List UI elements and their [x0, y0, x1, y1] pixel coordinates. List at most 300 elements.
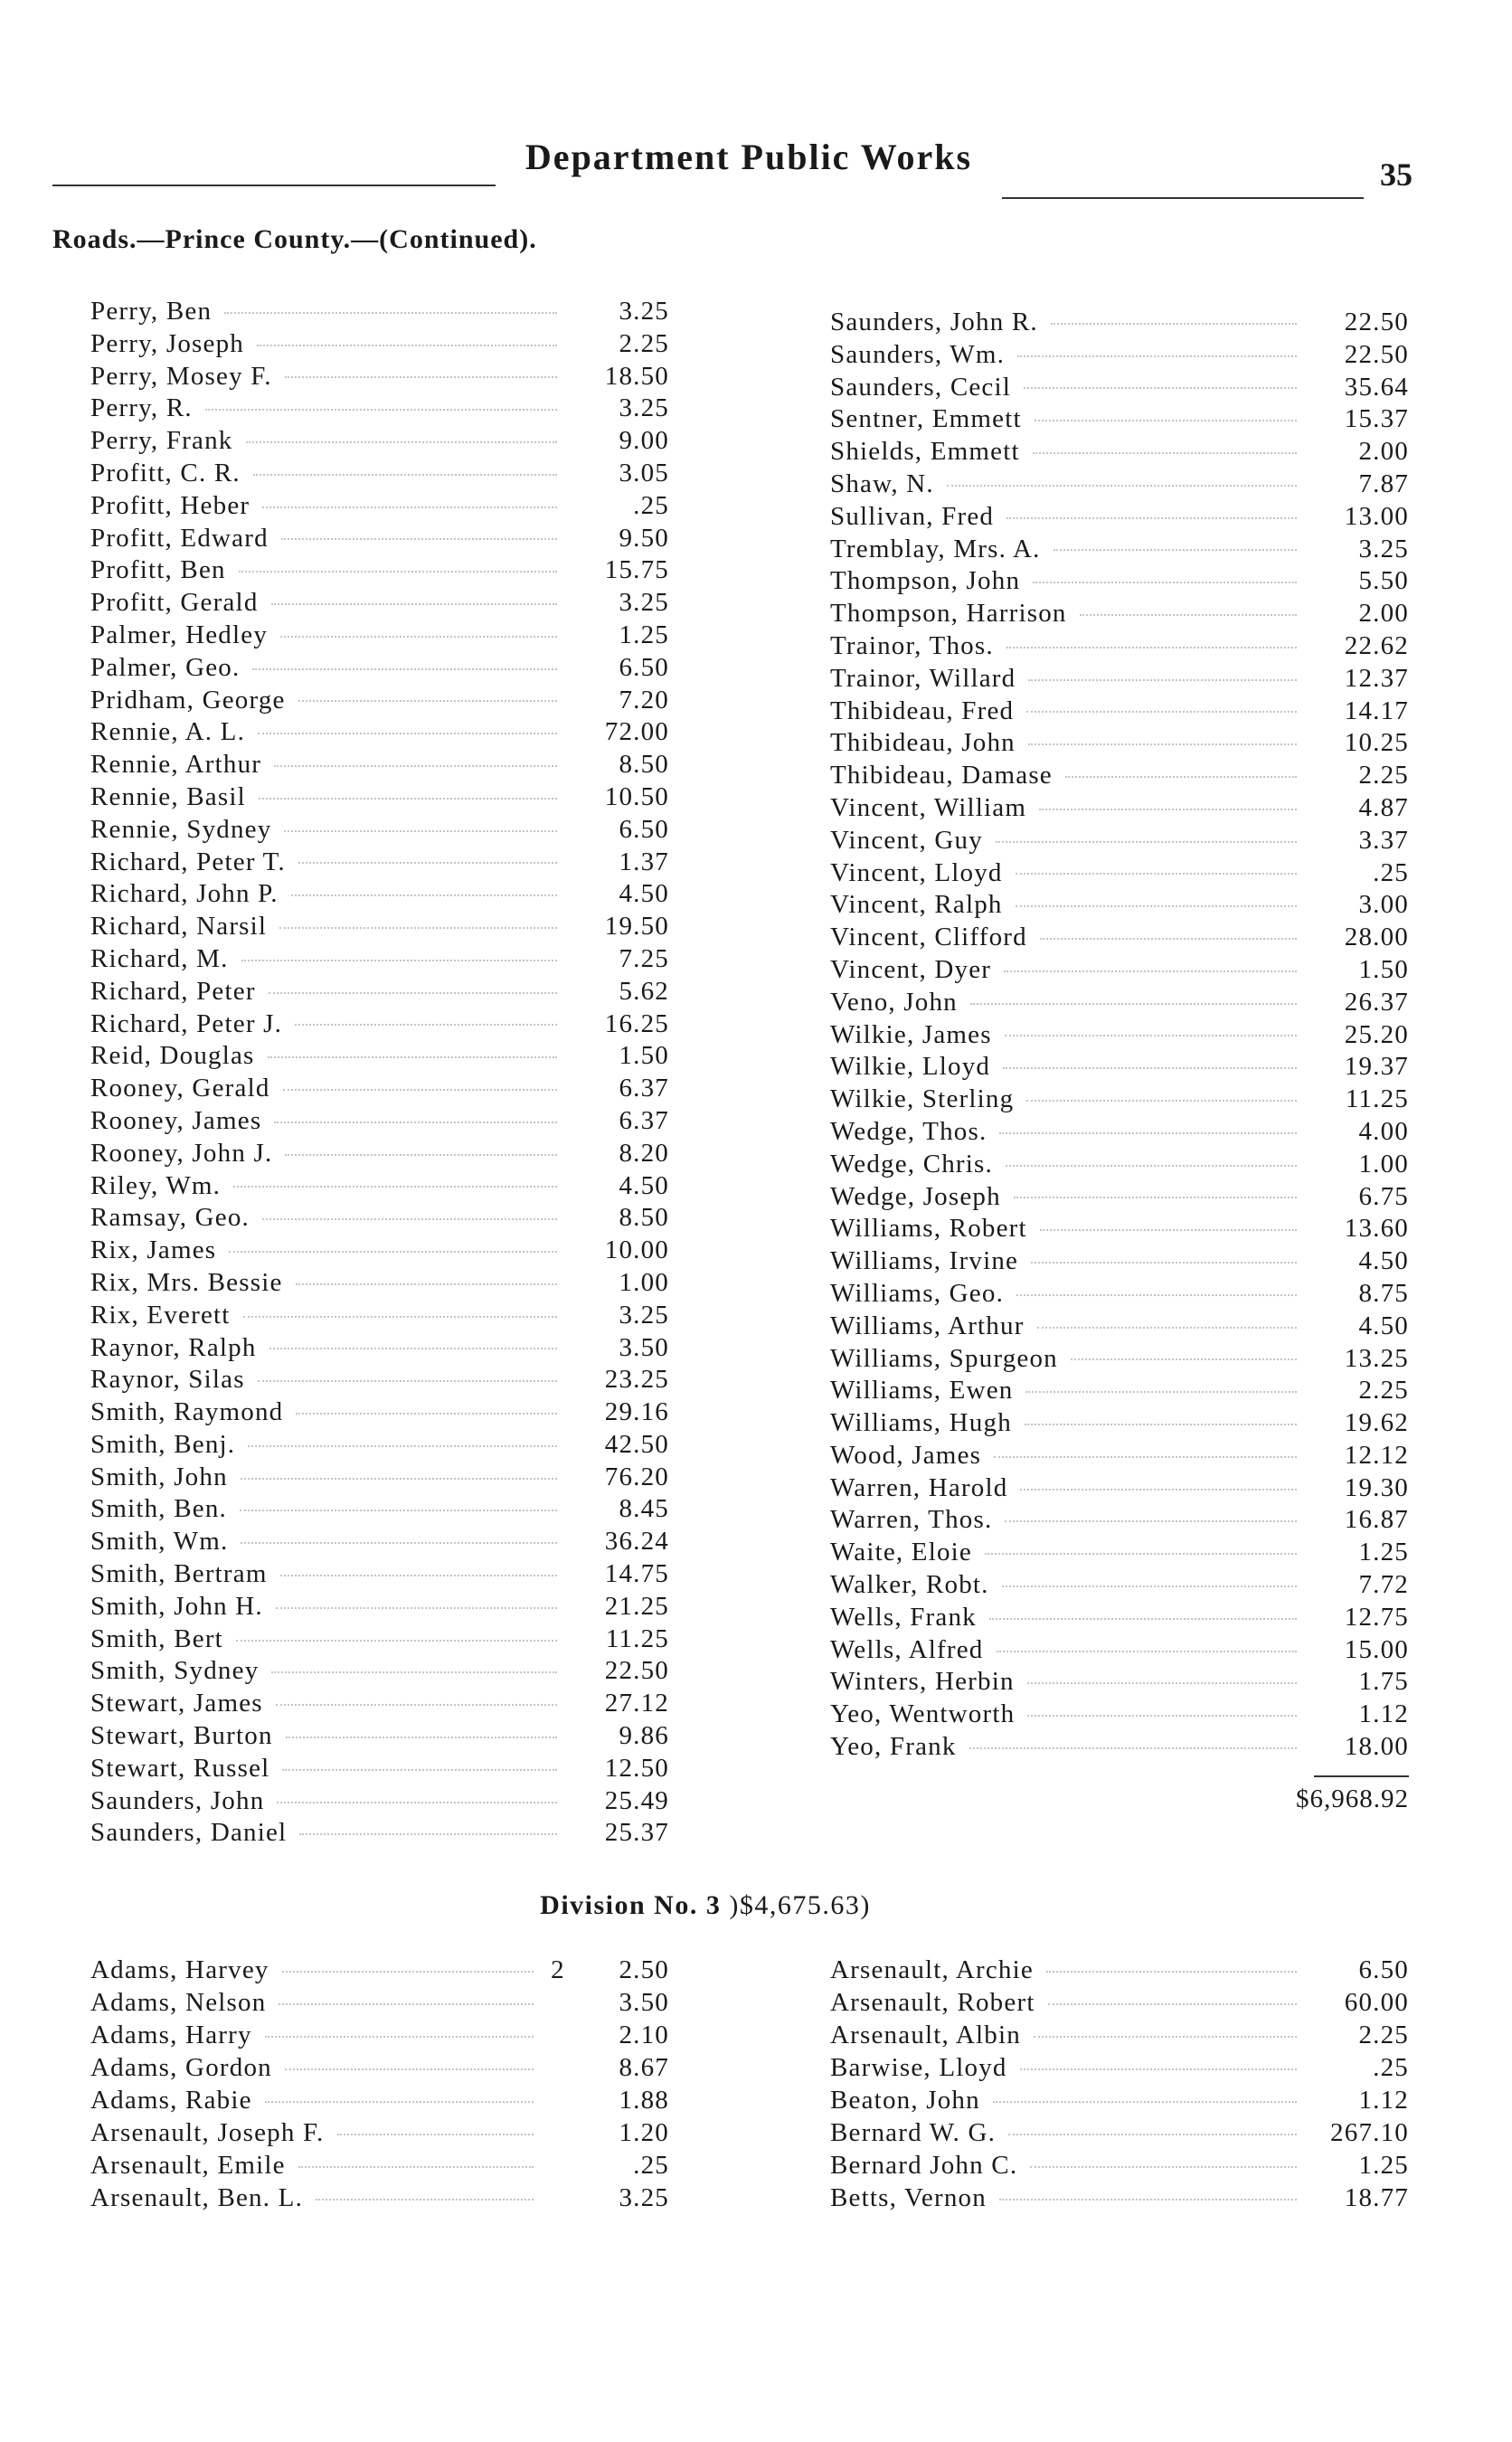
payment-amount: 35.64 [1344, 372, 1409, 402]
dot-leader [1026, 711, 1297, 713]
ledger-row [830, 2151, 1409, 2183]
payment-amount: 1.25 [1358, 1538, 1409, 1567]
page-header-title: Department Public Works [524, 137, 973, 177]
payee-name: Thompson, John [830, 566, 1021, 596]
dot-leader [994, 1456, 1297, 1458]
payee-name: Vincent, Ralph [830, 890, 1003, 920]
payee-name: Smith, Bertram [90, 1559, 268, 1589]
payment-amount: 29.16 [604, 1397, 669, 1427]
payee-name: Barwise, Lloyd [830, 2053, 1007, 2082]
payee-name: Rooney, John J. [90, 1138, 273, 1168]
payee-name: Profitt, Edward [90, 523, 269, 553]
payment-amount: 12.12 [1344, 1440, 1409, 1470]
dot-leader [286, 1737, 557, 1738]
payee-name: Adams, Nelson [90, 1988, 267, 2017]
dot-leader [281, 538, 557, 540]
payee-name: Vincent, William [830, 792, 1027, 822]
dot-leader [265, 2036, 534, 2038]
payee-name: Ramsay, Geo. [90, 1203, 250, 1233]
ledger-row [90, 1268, 669, 1301]
dot-leader [1014, 1197, 1297, 1198]
dot-leader [316, 2199, 534, 2201]
payee-name: Thompson, Harrison [830, 599, 1067, 629]
ledger-row [830, 1473, 1409, 1506]
dot-leader [298, 2166, 534, 2168]
payment-amount: 9.00 [619, 426, 669, 456]
dot-leader [205, 409, 557, 411]
ledger-row [90, 912, 669, 944]
payment-amount: 6.50 [1358, 1955, 1409, 1984]
payee-name: Shaw, N. [830, 469, 934, 498]
payment-amount: 8.45 [619, 1494, 669, 1524]
dot-leader [262, 1218, 557, 1220]
payment-amount: .25 [633, 490, 669, 520]
payee-name: Adams, Rabie [90, 2086, 252, 2115]
ledger-row [90, 2021, 669, 2053]
dot-leader [271, 1671, 557, 1673]
payment-amount: 18.50 [604, 361, 669, 391]
ledger-row [830, 1150, 1409, 1182]
ledger-row [830, 437, 1409, 469]
division-amount: )$4,675.63) [729, 1890, 871, 1920]
ledger-row [830, 1570, 1409, 1603]
dot-leader [282, 1769, 557, 1771]
payment-amount: 13.60 [1344, 1214, 1409, 1244]
ledger-row [90, 1171, 669, 1204]
dot-leader [1051, 323, 1297, 325]
payment-amount: 2.50 [619, 1955, 669, 1984]
payment-amount: 2.25 [1358, 1376, 1409, 1406]
payment-amount: 4.87 [1358, 792, 1409, 822]
header-rule-left [52, 185, 496, 186]
payment-amount: 8.75 [1358, 1278, 1409, 1308]
payment-amount: 19.30 [1344, 1472, 1409, 1502]
dot-leader [1039, 809, 1297, 810]
payee-name: Vincent, Dyer [830, 954, 992, 984]
dot-leader [1048, 2003, 1297, 2005]
dot-leader [989, 1618, 1297, 1620]
dot-leader [295, 1024, 557, 1026]
payee-name: Rooney, James [90, 1105, 262, 1135]
payee-name: Williams, Ewen [830, 1376, 1014, 1406]
payment-amount: 12.75 [1344, 1602, 1409, 1632]
payment-amount: 7.87 [1358, 469, 1409, 498]
payment-amount: .25 [633, 2151, 669, 2180]
payee-name: Bernard W. G. [830, 2118, 997, 2147]
payment-amount: 6.37 [619, 1074, 669, 1103]
ledger-row [90, 977, 669, 1009]
payee-name: Profitt, Heber [90, 490, 250, 520]
dot-leader [1080, 614, 1297, 616]
dot-leader [284, 830, 557, 832]
payment-amount: 8.50 [619, 1203, 669, 1233]
ledger-row [830, 1955, 1409, 1988]
bottom-left-ledger-column [90, 1955, 669, 2216]
payee-name: Smith, Ben. [90, 1494, 227, 1524]
ledger-row [90, 393, 669, 426]
payment-amount: 28.00 [1344, 923, 1409, 952]
payment-amount: 2.25 [619, 328, 669, 358]
payee-name: Tremblay, Mrs. A. [830, 534, 1041, 563]
ledger-row [830, 1344, 1409, 1377]
ledger-row [90, 1689, 669, 1721]
dot-leader [276, 1704, 557, 1706]
payee-name: Richard, Peter [90, 976, 256, 1006]
dot-leader [279, 927, 557, 929]
payee-name: Richard, John P. [90, 879, 279, 909]
ledger-row [90, 1301, 669, 1333]
payment-amount: 3.25 [619, 588, 669, 618]
payment-amount: 8.67 [619, 2053, 669, 2082]
division-label: Division No. 3 [540, 1890, 722, 1920]
payment-amount: 5.62 [619, 976, 669, 1006]
payee-name: Williams, Irvine [830, 1246, 1019, 1276]
dot-leader [246, 441, 558, 443]
payee-name: Veno, John [830, 987, 958, 1017]
ledger-row [90, 1656, 669, 1689]
dot-leader [1065, 776, 1297, 778]
ledger-row [830, 1182, 1409, 1215]
ledger-row [90, 717, 669, 750]
dot-leader [1008, 2134, 1297, 2135]
ledger-row [90, 1624, 669, 1657]
payment-amount: 1.75 [1358, 1667, 1409, 1697]
ledger-row [90, 426, 669, 459]
payment-amount: 15.37 [1344, 404, 1409, 434]
payee-name: Rooney, Gerald [90, 1074, 270, 1103]
ledger-row [90, 1397, 669, 1430]
dot-leader [224, 312, 557, 314]
payment-amount: 4.50 [619, 879, 669, 909]
ledger-row [90, 1462, 669, 1495]
payee-name: Arsenault, Albin [830, 2021, 1021, 2049]
payee-name: Trainor, Willard [830, 663, 1016, 693]
section-heading: Roads.—Prince County.—(Continued). [52, 224, 537, 254]
payment-amount: 7.25 [619, 943, 669, 973]
payment-amount: .25 [1373, 857, 1409, 887]
payment-amount: 11.25 [605, 1623, 669, 1653]
ledger-row [90, 2086, 669, 2118]
ledger-row [830, 1214, 1409, 1246]
payment-amount: 12.50 [604, 1753, 669, 1783]
payee-name: Sullivan, Fred [830, 501, 995, 531]
payment-amount: 2.10 [619, 2021, 669, 2049]
payment-amount: .25 [1373, 2053, 1409, 2082]
payee-name: Wedge, Thos. [830, 1116, 988, 1146]
dot-leader [1030, 2166, 1297, 2168]
payee-name: Profitt, C. R. [90, 458, 241, 487]
ledger-row [90, 297, 669, 329]
dot-leader [1020, 2068, 1297, 2070]
payee-name: Adams, Harvey [90, 1955, 269, 1984]
ledger-row [90, 362, 669, 394]
payment-amount: 13.00 [1344, 501, 1409, 531]
ledger-row [90, 1333, 669, 1366]
ledger-row [830, 2053, 1409, 2086]
ledger-row [90, 1527, 669, 1559]
dot-leader [996, 841, 1297, 843]
ledger-row [90, 1494, 669, 1527]
payee-name: Vincent, Guy [830, 825, 983, 855]
payment-amount: 25.20 [1344, 1019, 1409, 1049]
dot-leader [1054, 549, 1297, 551]
payee-name: Williams, Geo. [830, 1278, 1005, 1308]
payment-amount: 10.25 [1344, 728, 1409, 758]
payment-amount: 8.20 [619, 1138, 669, 1168]
payment-amount: 18.77 [1344, 2183, 1409, 2212]
ledger-row [90, 815, 669, 847]
payee-name: Rennie, Basil [90, 781, 246, 811]
payee-name: Smith, Wm. [90, 1527, 229, 1557]
ledger-row [830, 340, 1409, 373]
payee-name: Rennie, Arthur [90, 750, 262, 780]
payment-amount: 13.25 [1344, 1343, 1409, 1373]
ledger-row [90, 1106, 669, 1139]
dot-leader [970, 1003, 1297, 1005]
payee-name: Smith, John H. [90, 1591, 263, 1621]
ledger-row [830, 566, 1409, 599]
payee-name: Stewart, James [90, 1689, 263, 1718]
payment-amount: 6.75 [1358, 1181, 1409, 1211]
payee-name: Profitt, Gerald [90, 588, 259, 618]
ledger-row [830, 2183, 1409, 2216]
dot-leader [1016, 1294, 1297, 1296]
payee-name: Arsenault, Emile [90, 2151, 286, 2180]
dot-leader [1028, 743, 1297, 745]
dot-leader [1035, 420, 1297, 421]
payee-name: Thibideau, John [830, 728, 1016, 758]
payment-amount: 36.24 [604, 1527, 669, 1557]
dot-leader [229, 1251, 557, 1253]
payment-amount: 8.50 [619, 750, 669, 780]
payee-name: Williams, Robert [830, 1214, 1027, 1244]
ledger-row [90, 588, 669, 620]
payment-amount: 3.00 [1358, 890, 1409, 920]
ledger-row [830, 696, 1409, 729]
top-left-ledger-column [90, 297, 669, 1850]
payment-amount: 3.25 [619, 393, 669, 423]
dot-leader [1025, 1424, 1297, 1425]
ledger-row [830, 469, 1409, 502]
payment-amount: 19.50 [604, 912, 669, 942]
dot-leader [299, 1833, 557, 1835]
payee-name: Yeo, Wentworth [830, 1699, 1016, 1729]
payment-amount: 10.00 [604, 1235, 669, 1265]
dot-leader [997, 1651, 1297, 1652]
entry-number: 2 [551, 1955, 565, 1984]
payee-name: Smith, Bert [90, 1623, 223, 1653]
ledger-row [90, 524, 669, 556]
payment-amount: 1.00 [1358, 1149, 1409, 1178]
payee-name: Wedge, Chris. [830, 1149, 993, 1178]
ledger-row [90, 1988, 669, 2021]
dot-leader [233, 1186, 557, 1188]
payment-amount: 1.88 [619, 2086, 669, 2115]
ledger-row [830, 1988, 1409, 2021]
ledger-row [90, 1009, 669, 1042]
payment-amount: 6.50 [619, 652, 669, 682]
ledger-row [830, 1311, 1409, 1344]
dot-leader [1071, 1358, 1297, 1360]
ledger-row [90, 491, 669, 524]
ledger-row [90, 879, 669, 912]
payment-amount: 4.50 [1358, 1246, 1409, 1276]
payee-name: Perry, Ben [90, 297, 213, 326]
payee-name: Vincent, Lloyd [830, 857, 1003, 887]
dot-leader [274, 765, 557, 767]
dot-leader [1031, 1262, 1297, 1264]
payee-name: Saunders, Wm. [830, 339, 1006, 369]
payment-amount: 3.50 [619, 1332, 669, 1362]
dot-leader [1020, 1489, 1297, 1491]
header-rule-right [1002, 197, 1364, 199]
ledger-row [830, 1441, 1409, 1473]
payee-name: Perry, Frank [90, 426, 233, 456]
payment-amount: 22.50 [604, 1656, 669, 1686]
dot-leader [280, 1575, 557, 1576]
payment-amount: 3.37 [1358, 825, 1409, 855]
dot-leader [1033, 582, 1297, 583]
ledger-row [830, 599, 1409, 631]
payee-name: Wilkie, James [830, 1019, 992, 1049]
ledger-row [830, 728, 1409, 761]
payee-name: Perry, R. [90, 393, 193, 423]
payment-amount: 21.25 [604, 1591, 669, 1621]
payee-name: Walker, Robt. [830, 1570, 989, 1600]
dot-leader [241, 1478, 557, 1480]
payment-amount: 2.00 [1358, 599, 1409, 629]
payee-name: Wedge, Joseph [830, 1181, 1001, 1211]
payment-amount: 1.12 [1358, 2086, 1409, 2115]
ledger-row [830, 2021, 1409, 2053]
payment-amount: 15.00 [1344, 1634, 1409, 1664]
ledger-row [90, 1074, 669, 1106]
payee-name: Williams, Arthur [830, 1311, 1025, 1340]
payee-name: Waite, Eloie [830, 1538, 973, 1567]
dot-leader [269, 1348, 557, 1349]
ledger-row [830, 404, 1409, 437]
payee-name: Stewart, Burton [90, 1721, 273, 1751]
payment-amount: 7.20 [619, 685, 669, 715]
payee-name: Sentner, Emmett [830, 404, 1022, 434]
dot-leader [1040, 1229, 1297, 1231]
ledger-row [90, 782, 669, 815]
ledger-row [830, 1084, 1409, 1117]
dot-leader [291, 894, 557, 896]
top-right-ledger-column [830, 308, 1409, 1814]
payee-name: Thibideau, Fred [830, 696, 1015, 725]
payee-name: Vincent, Clifford [830, 923, 1027, 952]
payment-amount: 1.37 [619, 847, 669, 876]
dot-leader [1027, 1682, 1297, 1684]
ledger-row [830, 1117, 1409, 1150]
dot-leader [1006, 1165, 1297, 1167]
payee-name: Rix, Everett [90, 1300, 231, 1330]
ledger-row [830, 890, 1409, 923]
payee-name: Richard, Narsil [90, 912, 268, 942]
payee-name: Wells, Alfred [830, 1634, 984, 1664]
payment-amount: 72.00 [604, 717, 669, 747]
payment-amount: 1.25 [1358, 2151, 1409, 2180]
ledger-row [90, 686, 669, 718]
dot-leader [240, 1510, 557, 1511]
payee-name: Richard, M. [90, 943, 229, 973]
payment-amount: 23.25 [604, 1365, 669, 1395]
dot-leader [1003, 1067, 1297, 1069]
dot-leader [283, 1089, 557, 1091]
dot-leader [252, 668, 557, 670]
payment-amount: 16.87 [1344, 1505, 1409, 1535]
payment-amount: 22.50 [1344, 339, 1409, 369]
ledger-row [830, 308, 1409, 340]
dot-leader [1040, 938, 1297, 940]
payee-name: Perry, Mosey F. [90, 361, 272, 391]
payee-name: Saunders, Daniel [90, 1818, 288, 1848]
ledger-row [90, 2151, 669, 2183]
dot-leader [1005, 1520, 1297, 1522]
payment-amount: 3.25 [619, 297, 669, 326]
ledger-row [830, 793, 1409, 826]
dot-leader [337, 2134, 534, 2135]
ledger-row [830, 955, 1409, 988]
payee-name: Thibideau, Damase [830, 761, 1053, 790]
ledger-row [90, 847, 669, 880]
payment-amount: 4.50 [619, 1170, 669, 1200]
ledger-row [90, 2183, 669, 2216]
payee-name: Raynor, Silas [90, 1365, 245, 1395]
payment-amount: 1.12 [1358, 1699, 1409, 1729]
dot-leader [999, 2199, 1297, 2201]
payee-name: Betts, Vernon [830, 2183, 987, 2212]
ledger-row [830, 631, 1409, 664]
payment-amount: 12.37 [1344, 663, 1409, 693]
payee-name: Warren, Harold [830, 1472, 1008, 1502]
payee-name: Palmer, Geo. [90, 652, 241, 682]
ledger-row [90, 1235, 669, 1268]
ledger-row [90, 1139, 669, 1171]
payee-name: Arsenault, Archie [830, 1955, 1034, 1984]
payment-amount: 9.50 [619, 523, 669, 553]
division-heading [452, 1890, 959, 1921]
ledger-row [90, 1203, 669, 1235]
payee-name: Trainor, Thos. [830, 630, 994, 660]
ledger-row [90, 944, 669, 977]
ledger-row [830, 2086, 1409, 2118]
payment-amount: 5.50 [1358, 566, 1409, 596]
ledger-row [830, 1538, 1409, 1570]
payment-amount: 2.25 [1358, 2021, 1409, 2049]
dot-leader [241, 960, 557, 961]
payee-name: Saunders, Cecil [830, 372, 1012, 402]
dot-leader [269, 992, 557, 994]
ledger-row [90, 555, 669, 588]
ledger-row [830, 1052, 1409, 1084]
payment-amount: 18.00 [1344, 1732, 1409, 1762]
ledger-row [830, 1376, 1409, 1408]
ledger-row [90, 2053, 669, 2086]
dot-leader [274, 1122, 557, 1123]
payee-name: Rennie, Sydney [90, 814, 272, 844]
payment-amount: 27.12 [604, 1689, 669, 1718]
payee-name: Palmer, Hedley [90, 620, 269, 649]
ledger-row [830, 502, 1409, 535]
dot-leader [236, 1640, 557, 1642]
payment-amount: 3.50 [619, 1988, 669, 2017]
dot-leader [993, 2101, 1297, 2103]
dot-leader [253, 474, 557, 476]
ledger-row [830, 858, 1409, 891]
payee-name: Smith, Sydney [90, 1656, 260, 1686]
